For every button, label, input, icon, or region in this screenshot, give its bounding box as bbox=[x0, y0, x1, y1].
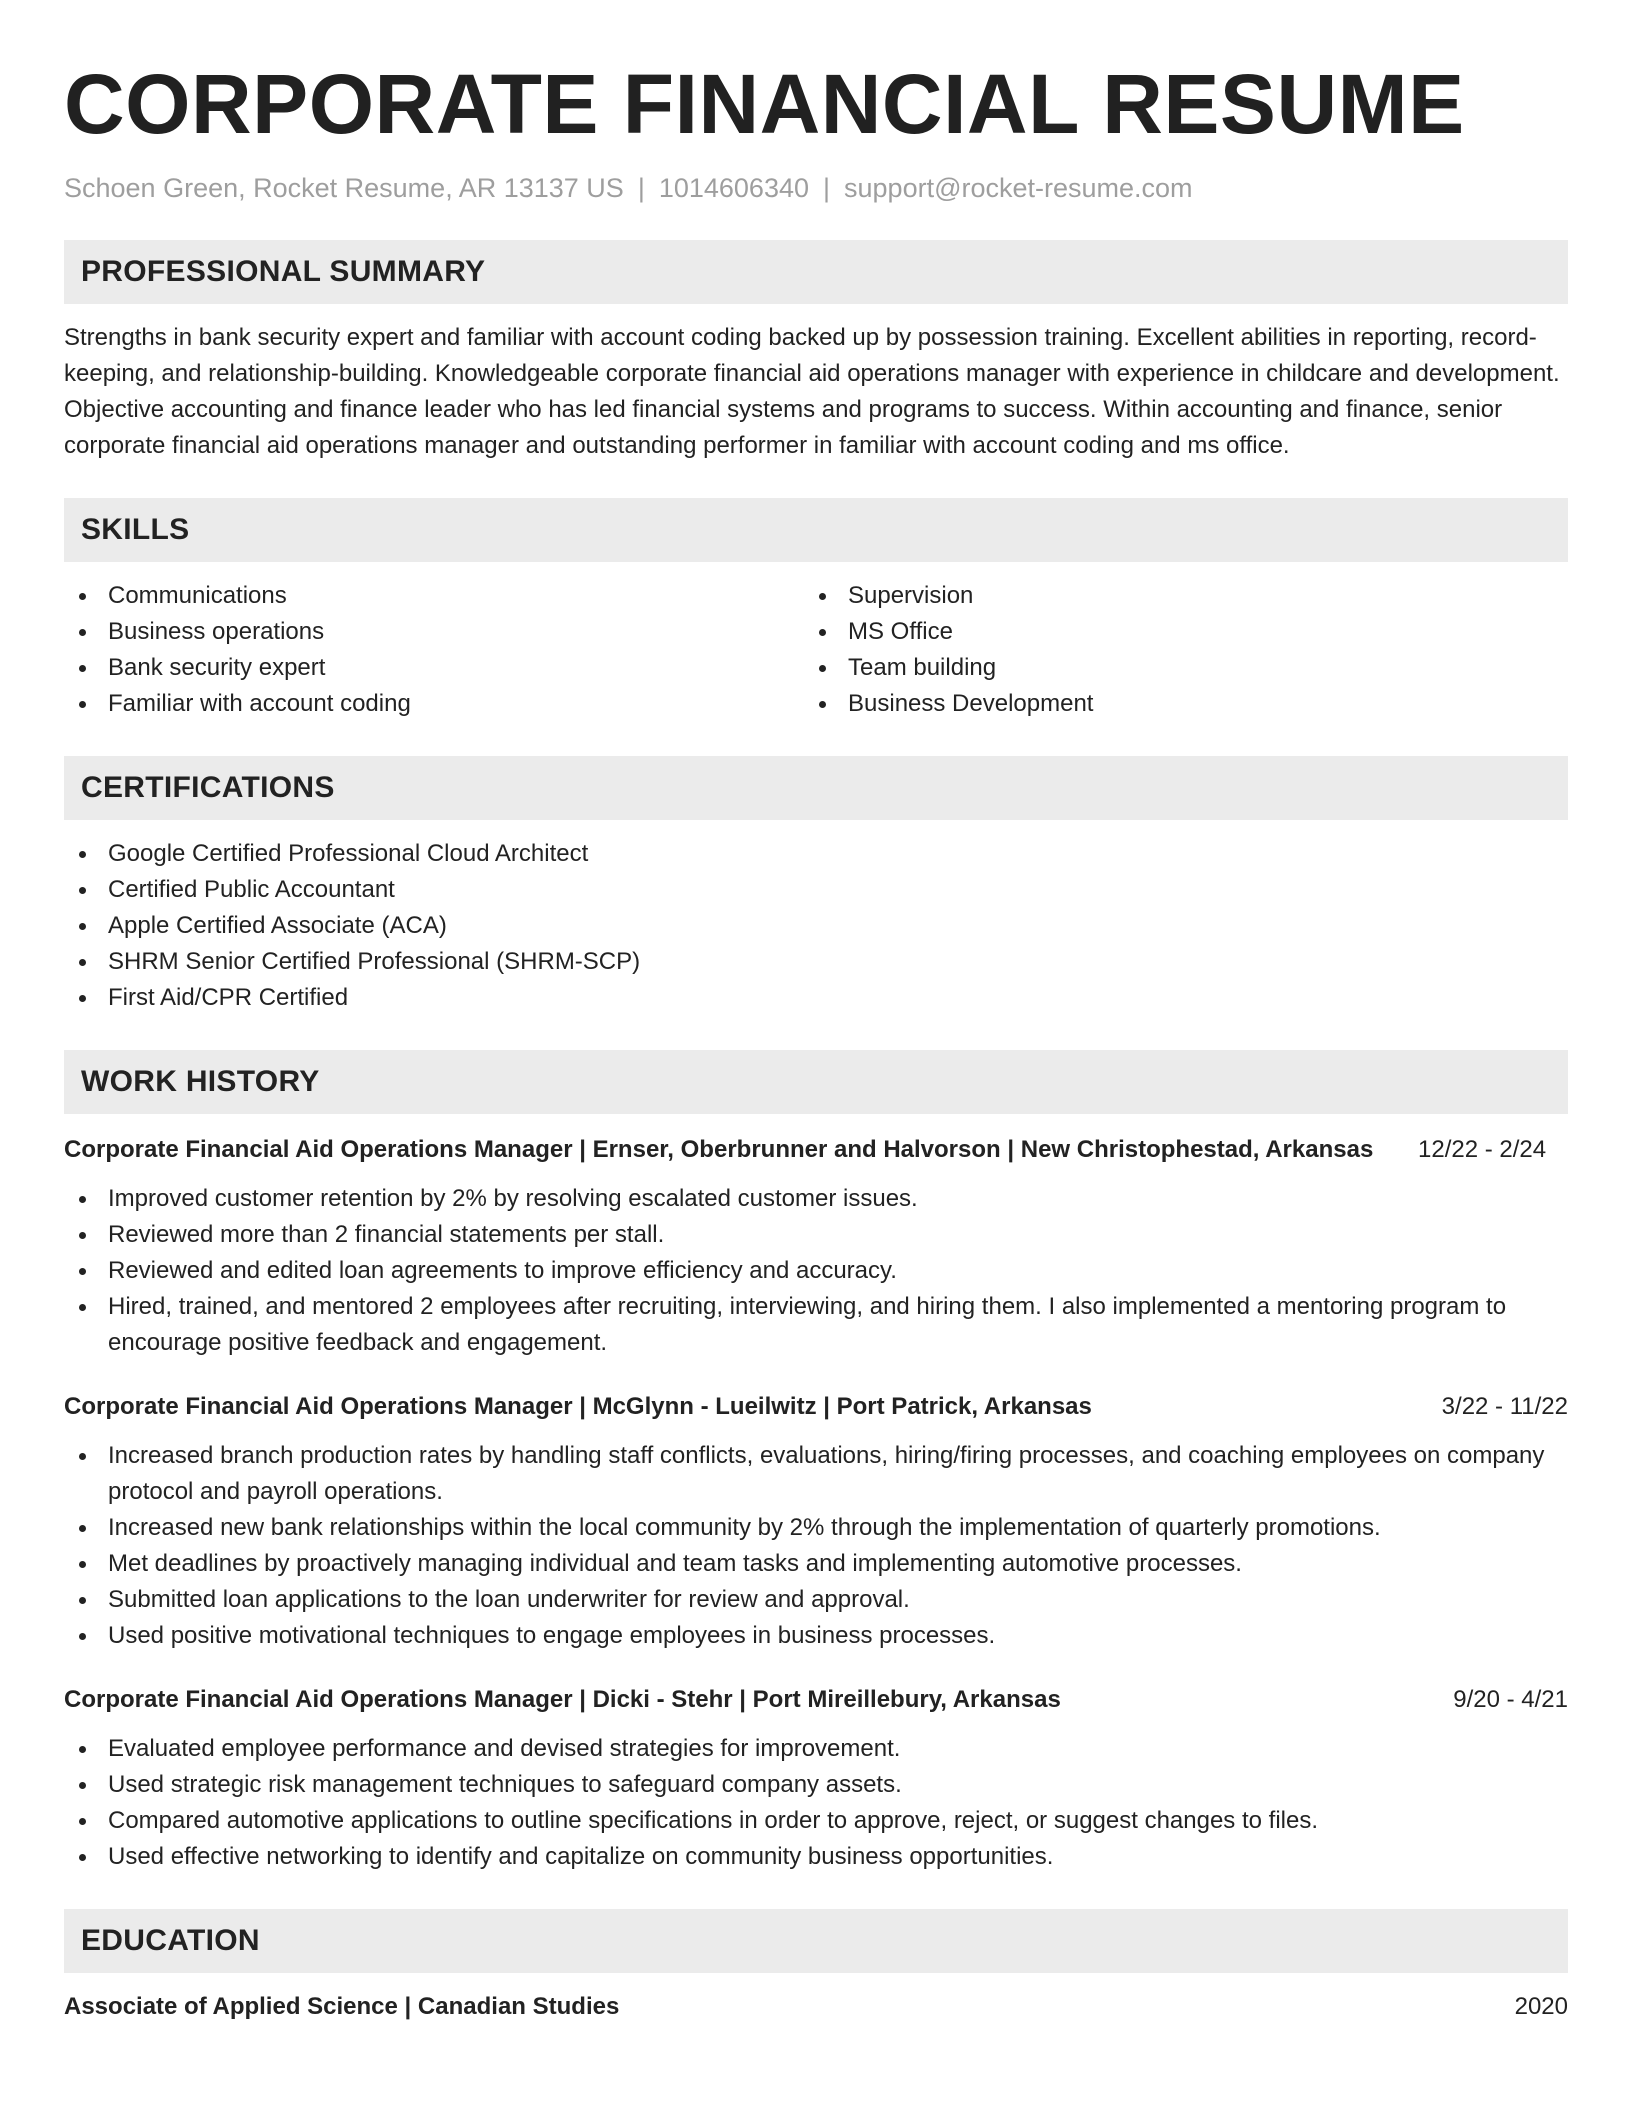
skills-grid bbox=[64, 578, 1568, 722]
bullet-text: Met deadlines by proactively managing individual and team tasks and implementing automotive processes. bbox=[108, 1550, 1242, 1577]
certifications-list bbox=[64, 836, 1568, 1016]
certification-item bbox=[64, 872, 1568, 908]
bullet-text: Hired, trained, and mentored 2 employees after recruiting, interviewing, and hiring them. I also implemented a mentoring program to encourage positive feedback and engagement. bbox=[108, 1293, 1507, 1356]
skill-item bbox=[64, 686, 804, 722]
bullet-icon bbox=[79, 1597, 86, 1604]
skills-list-left bbox=[64, 578, 804, 722]
job-bullet bbox=[64, 1289, 1568, 1361]
bullet-icon bbox=[819, 665, 826, 672]
bullet-text: Improved customer retention by 2% by resolving escalated customer issues. bbox=[108, 1185, 918, 1212]
skill-label: Supervision bbox=[848, 582, 974, 609]
job-header bbox=[64, 1680, 1568, 1719]
contact-phone: 1014606340 bbox=[658, 173, 809, 203]
job-bullets bbox=[64, 1438, 1568, 1654]
certification-label: First Aid/CPR Certified bbox=[108, 984, 349, 1011]
bullet-text: Submitted loan applications to the loan underwriter for review and approval. bbox=[108, 1586, 910, 1613]
skill-label: Team building bbox=[848, 654, 997, 681]
bullet-icon bbox=[79, 1525, 86, 1532]
certifications-heading: CERTIFICATIONS bbox=[64, 756, 1568, 820]
bullet-icon bbox=[819, 593, 826, 600]
bullet-icon bbox=[79, 665, 86, 672]
bullet-text: Reviewed more than 2 financial statements per stall. bbox=[108, 1221, 665, 1248]
skill-label: Familiar with account coding bbox=[108, 690, 411, 717]
job-bullet bbox=[64, 1510, 1568, 1546]
skill-label: Communications bbox=[108, 582, 287, 609]
education-entry bbox=[64, 1989, 1568, 2025]
bullet-text: Increased new bank relationships within the local community by 2% through the implementation of quarterly promotions. bbox=[108, 1514, 1381, 1541]
bullet-icon bbox=[79, 1561, 86, 1568]
education-year: 2020 bbox=[1514, 1993, 1568, 2020]
contact-address: Schoen Green, Rocket Resume, AR 13137 US bbox=[64, 173, 624, 203]
certifications-section bbox=[64, 756, 1568, 1016]
job-title: Corporate Financial Aid Operations Manager | Ernser, Oberbrunner and Halvorson | New Christophestad, Arkansas bbox=[64, 1136, 1374, 1163]
job-bullet bbox=[64, 1767, 1568, 1803]
skill-label: MS Office bbox=[848, 618, 953, 645]
job-header bbox=[64, 1130, 1568, 1169]
skill-label: Bank security expert bbox=[108, 654, 326, 681]
bullet-icon bbox=[79, 1453, 86, 1460]
certification-label: Certified Public Accountant bbox=[108, 876, 395, 903]
job-bullets bbox=[64, 1181, 1568, 1361]
bullet-text: Evaluated employee performance and devised strategies for improvement. bbox=[108, 1735, 901, 1762]
bullet-icon bbox=[79, 1268, 86, 1275]
skill-item bbox=[64, 578, 804, 614]
bullet-text: Used positive motivational techniques to engage employees in business processes. bbox=[108, 1622, 996, 1649]
bullet-icon bbox=[79, 629, 86, 636]
job-bullet bbox=[64, 1582, 1568, 1618]
job-bullet bbox=[64, 1731, 1568, 1767]
skill-item bbox=[804, 614, 1544, 650]
skill-item bbox=[804, 650, 1544, 686]
job-bullets bbox=[64, 1731, 1568, 1875]
skill-item bbox=[64, 614, 804, 650]
bullet-text: Used effective networking to identify and capitalize on community business opportunities. bbox=[108, 1843, 1054, 1870]
bullet-icon bbox=[79, 1232, 86, 1239]
skill-label: Business Development bbox=[848, 690, 1094, 717]
summary-text: Strengths in bank security expert and familiar with account coding backed up by possession training. Excellent abilities in reporting, record-keeping, and relationship-building. Knowledgeable corporate financial aid operations manager with experience in childcare and development. Objective accounting and finance leader who has led financial systems and programs to success. Within accounting and finance, senior corporate financial aid operations manager and outstanding performer in familiar with account coding and ms office. bbox=[64, 324, 1560, 459]
contact-separator: | bbox=[637, 173, 645, 203]
skills-list-right bbox=[804, 578, 1544, 722]
job-title: Corporate Financial Aid Operations Manager | Dicki - Stehr | Port Mireillebury, Arkansas bbox=[64, 1686, 1061, 1713]
contact-line bbox=[64, 170, 1568, 206]
summary-heading: PROFESSIONAL SUMMARY bbox=[64, 240, 1568, 304]
resume-title: CORPORATE FINANCIAL RESUME bbox=[64, 57, 1465, 151]
education-heading: EDUCATION bbox=[64, 1909, 1568, 1973]
bullet-icon bbox=[79, 887, 86, 894]
bullet-icon bbox=[79, 959, 86, 966]
bullet-icon bbox=[79, 1304, 86, 1311]
contact-separator: | bbox=[823, 173, 831, 203]
bullet-icon bbox=[79, 1633, 86, 1640]
job-header bbox=[64, 1387, 1568, 1426]
bullet-icon bbox=[79, 851, 86, 858]
work-history-heading: WORK HISTORY bbox=[64, 1050, 1568, 1114]
bullet-icon bbox=[79, 593, 86, 600]
bullet-icon bbox=[79, 995, 86, 1002]
job-dates: 9/20 - 4/21 bbox=[1453, 1686, 1568, 1713]
skill-item bbox=[804, 686, 1544, 722]
bullet-icon bbox=[79, 1818, 86, 1825]
bullet-icon bbox=[79, 1854, 86, 1861]
skill-item bbox=[804, 578, 1544, 614]
job-bullet bbox=[64, 1618, 1568, 1654]
bullet-icon bbox=[819, 629, 826, 636]
certification-label: Google Certified Professional Cloud Architect bbox=[108, 840, 589, 867]
education-section bbox=[64, 1909, 1568, 2025]
job-dates: 3/22 - 11/22 bbox=[1441, 1393, 1568, 1420]
certification-item bbox=[64, 908, 1568, 944]
certification-item bbox=[64, 944, 1568, 980]
job-bullet bbox=[64, 1803, 1568, 1839]
bullet-icon bbox=[79, 923, 86, 930]
bullet-icon bbox=[819, 701, 826, 708]
bullet-icon bbox=[79, 1746, 86, 1753]
job-entry bbox=[64, 1387, 1568, 1654]
certification-label: Apple Certified Associate (ACA) bbox=[108, 912, 447, 939]
job-title: Corporate Financial Aid Operations Manager | McGlynn - Lueilwitz | Port Patrick, Arkansas bbox=[64, 1393, 1092, 1420]
job-bullet bbox=[64, 1839, 1568, 1875]
skill-label: Business operations bbox=[108, 618, 325, 645]
bullet-text: Reviewed and edited loan agreements to improve efficiency and accuracy. bbox=[108, 1257, 897, 1284]
education-degree: Associate of Applied Science | Canadian Studies bbox=[64, 1993, 620, 2020]
bullet-icon bbox=[79, 701, 86, 708]
job-entry bbox=[64, 1680, 1568, 1875]
bullet-text: Used strategic risk management techniques to safeguard company assets. bbox=[108, 1771, 902, 1798]
work-history-section bbox=[64, 1050, 1568, 1875]
bullet-icon bbox=[79, 1196, 86, 1203]
contact-email: support@rocket-resume.com bbox=[844, 173, 1193, 203]
job-bullet bbox=[64, 1253, 1568, 1289]
job-dates: 12/22 - 2/24 bbox=[1418, 1136, 1547, 1163]
certification-label: SHRM Senior Certified Professional (SHRM-SCP) bbox=[108, 948, 641, 975]
skills-heading: SKILLS bbox=[64, 498, 1568, 562]
bullet-text: Compared automotive applications to outline specifications in order to approve, reject, or suggest changes to files. bbox=[108, 1807, 1319, 1834]
job-bullet bbox=[64, 1438, 1568, 1510]
job-bullet bbox=[64, 1217, 1568, 1253]
certification-item bbox=[64, 836, 1568, 872]
certification-item bbox=[64, 980, 1568, 1016]
skill-item bbox=[64, 650, 804, 686]
skills-section bbox=[64, 498, 1568, 722]
job-entry bbox=[64, 1130, 1568, 1361]
job-bullet bbox=[64, 1546, 1568, 1582]
bullet-text: Increased branch production rates by handling staff conflicts, evaluations, hiring/firing processes, and coaching employees on company protocol and payroll operations. bbox=[108, 1442, 1545, 1505]
summary-section bbox=[64, 240, 1568, 464]
bullet-icon bbox=[79, 1782, 86, 1789]
job-bullet bbox=[64, 1181, 1568, 1217]
